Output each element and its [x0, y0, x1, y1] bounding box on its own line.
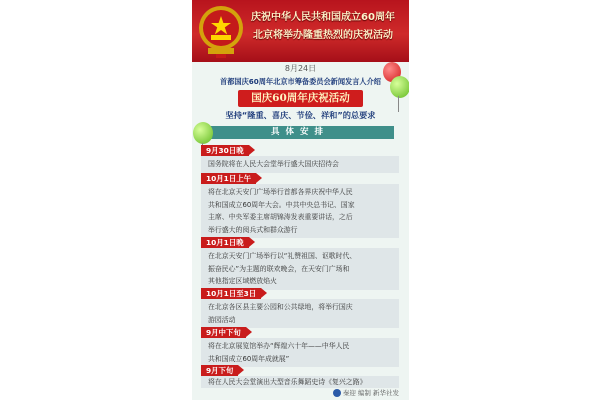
event-date-tag: 9月30日晚 — [201, 145, 249, 156]
intro-text: 首都国庆60周年北京市筹备委员会新闻发言人介绍 — [220, 77, 381, 86]
section-banner: 国庆60周年庆祝活动 — [238, 90, 363, 107]
event-description — [201, 248, 399, 290]
header-title-line2: 北京将举办隆重热烈的庆祝活动 — [253, 30, 393, 41]
poster — [192, 0, 409, 400]
event-date-tag: 9月下旬 — [201, 365, 238, 376]
event-line: 将在人民大会堂演出大型音乐舞蹈史诗《复兴之路》 — [208, 378, 367, 386]
event-line: 在北京各区县主要公园和公共绿地，将举行国庆 — [208, 303, 353, 311]
balloon-string — [398, 96, 399, 112]
balloon-green-icon — [390, 76, 409, 98]
credit-footer — [192, 388, 409, 398]
event-line: 振奋民心”为主题的联欢晚会，在天安门广场和 — [208, 264, 350, 273]
event-description — [201, 376, 399, 388]
schedule-heading: 具体安排 — [206, 126, 394, 139]
event-line: 国务院将在人民大会堂举行盛大国庆招待会 — [208, 160, 339, 168]
event-line: 共和国成立60周年大会。中共中央总书记、国家 — [208, 200, 355, 209]
credit-text: 秦迎 编制 新华社发 — [342, 389, 399, 397]
event-line: 游园活动 — [208, 315, 236, 324]
balloon-green-left-icon — [193, 122, 213, 144]
event-line: 将在北京展览馆举办“辉煌六十年——中华人民 — [208, 342, 350, 350]
xinhua-logo-icon — [333, 389, 341, 397]
national-emblem-icon — [196, 4, 246, 58]
principle-text: 坚持“隆重、喜庆、节俭、祥和”的总要求 — [225, 110, 376, 120]
event-date-tag: 10月1日至3日 — [201, 288, 261, 299]
event-description — [201, 299, 399, 328]
event-line: 其他指定区域燃放焰火 — [208, 277, 277, 285]
header-title-line1: 庆祝中华人民共和国成立60周年 — [251, 12, 395, 23]
header-banner — [192, 0, 409, 62]
event-line: 共和国成立60周年成就展” — [208, 354, 290, 363]
event-line: 在北京天安门广场举行以“礼赞祖国、讴歌时代、 — [208, 252, 357, 260]
event-line: 主席、中央军委主席胡锦涛发表重要讲话，之后 — [208, 213, 353, 221]
event-line: 举行盛大的阅兵式和群众游行 — [208, 225, 298, 234]
event-description — [201, 184, 399, 238]
event-date-tag: 10月1日上午 — [201, 173, 256, 184]
event-description — [201, 156, 399, 173]
event-line: 将在北京天安门广场举行首都各界庆祝中华人民 — [208, 188, 353, 196]
event-description — [201, 338, 399, 367]
event-date-tag: 10月1日晚 — [201, 237, 249, 248]
release-date: 8月24日 — [284, 64, 317, 73]
event-date-tag: 9月中下旬 — [201, 327, 246, 338]
